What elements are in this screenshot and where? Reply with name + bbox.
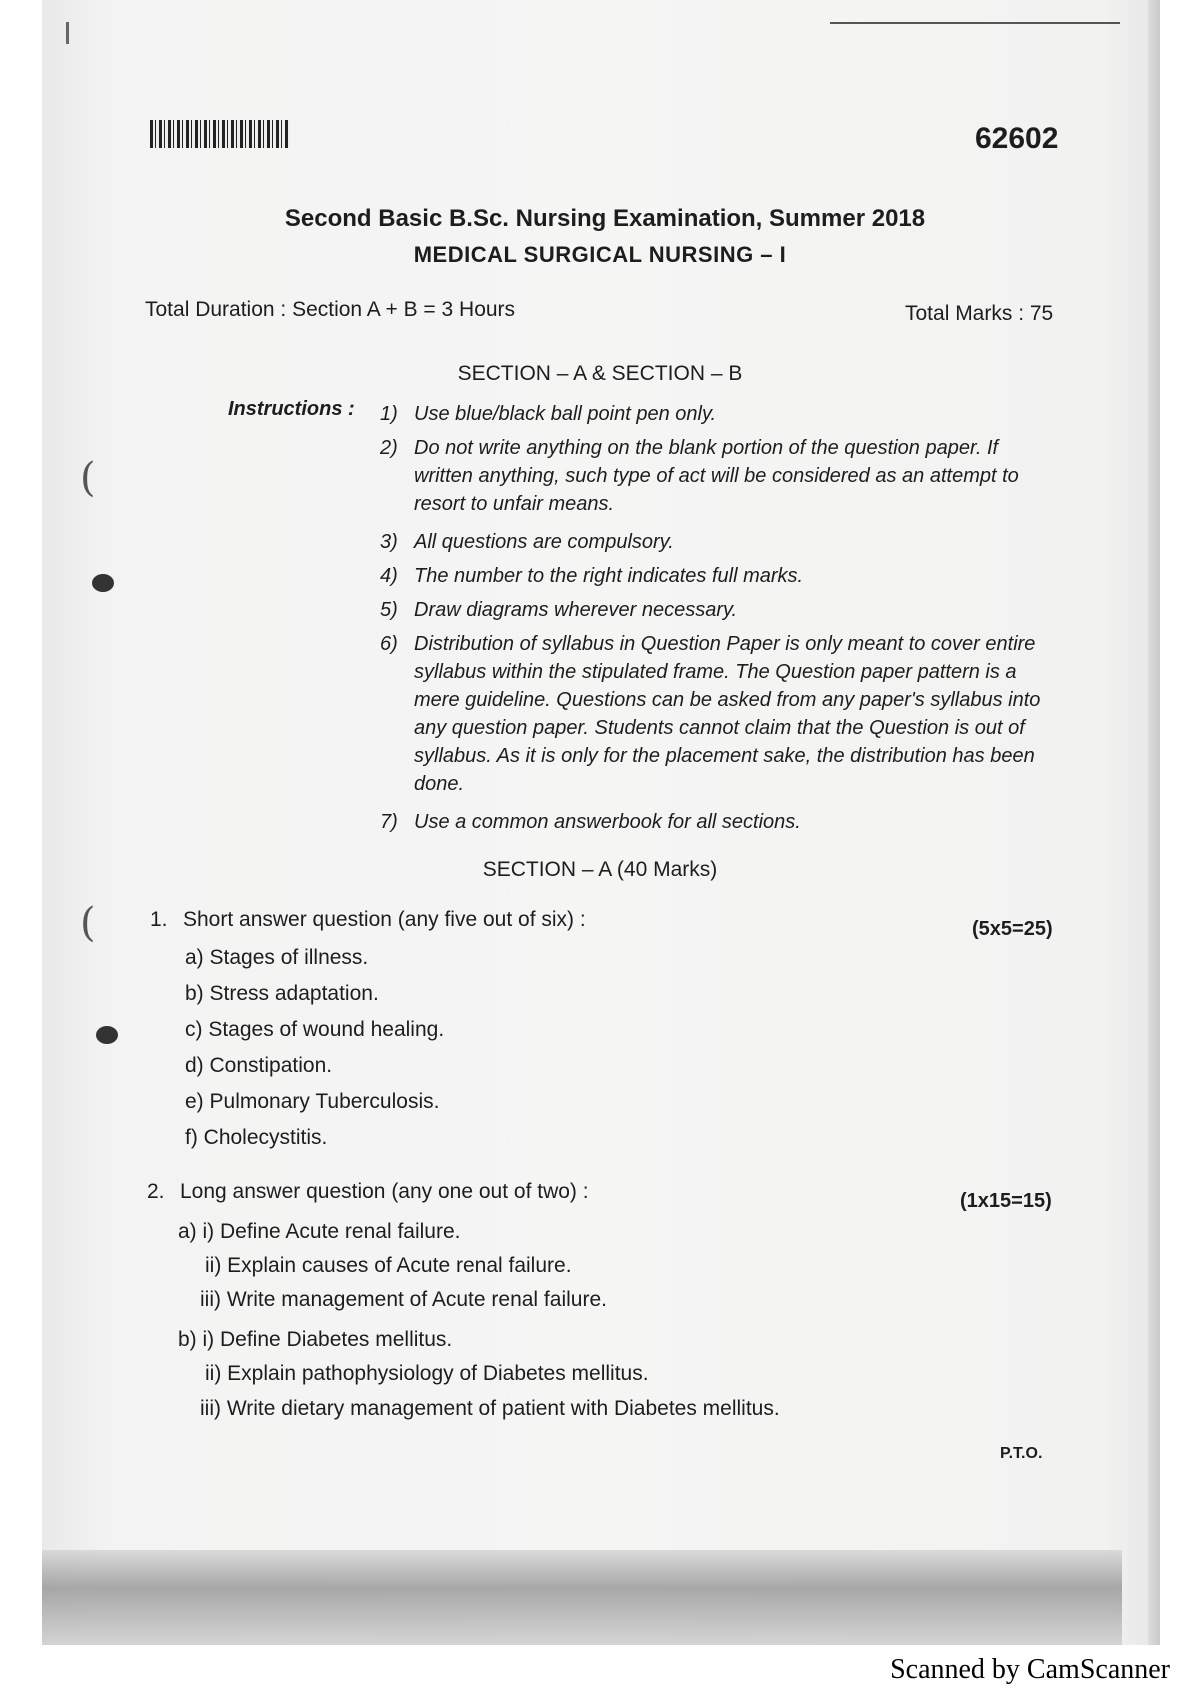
punch-hole-icon: [96, 1026, 118, 1044]
instruction-number: 6): [380, 633, 398, 655]
scan-mark: [66, 22, 69, 44]
top-rule: [830, 22, 1120, 24]
instruction-text: Draw diagrams wherever necessary.: [414, 599, 738, 621]
instruction-item: [380, 434, 1055, 518]
question-number: 2.: [147, 1180, 165, 1203]
list-item: f) Cholecystitis.: [185, 1126, 328, 1149]
instruction-text: All questions are compulsory.: [414, 531, 674, 553]
list-item: e) Pulmonary Tuberculosis.: [185, 1090, 440, 1113]
list-item: ii) Explain pathophysiology of Diabetes mellitus.: [205, 1362, 649, 1385]
instruction-number: 2): [380, 437, 398, 459]
question-number: 1.: [150, 908, 168, 931]
instruction-text: Use a common answerbook for all sections.: [414, 811, 801, 833]
question-2-text: Long answer question (any one out of two) :: [180, 1180, 589, 1203]
list-item: iii) Write management of Acute renal failure.: [200, 1288, 607, 1311]
list-item: d) Constipation.: [185, 1054, 333, 1077]
list-item: c) Stages of wound healing.: [185, 1018, 445, 1041]
total-duration: Total Duration : Section A + B = 3 Hours: [145, 298, 516, 321]
scanner-watermark: Scanned by CamScanner: [890, 1654, 1170, 1685]
instruction-item: [380, 596, 1055, 624]
instruction-item: [380, 562, 1055, 590]
instruction-number: 3): [380, 531, 398, 553]
list-item: a) Stages of illness.: [185, 946, 369, 969]
instruction-number: 7): [380, 811, 398, 833]
instruction-number: 4): [380, 565, 398, 587]
pto-label: P.T.O.: [1000, 1445, 1043, 1462]
question-1-marks: (5x5=25): [972, 918, 1053, 940]
subject-title: MEDICAL SURGICAL NURSING – I: [413, 242, 787, 267]
barcode: [150, 120, 290, 148]
total-marks: Total Marks : 75: [905, 302, 1054, 325]
scan-shadow-band: [42, 1550, 1122, 1645]
instruction-number: 5): [380, 599, 398, 621]
list-item: a) i) Define Acute renal failure.: [178, 1220, 461, 1243]
punch-hole-icon: [92, 574, 114, 592]
instruction-item: [380, 528, 1055, 556]
question-1-text: Short answer question (any five out of six) :: [183, 908, 586, 931]
instruction-text: Use blue/black ball point pen only.: [414, 403, 717, 425]
sections-heading: SECTION – A & SECTION – B: [457, 362, 743, 385]
instruction-item: [380, 400, 1055, 428]
question-2-marks: (1x15=15): [960, 1190, 1052, 1212]
exam-title: Second Basic B.Sc. Nursing Examination, Summer 2018: [284, 205, 926, 232]
list-item: b) Stress adaptation.: [185, 982, 379, 1005]
instruction-text: The number to the right indicates full marks.: [414, 565, 804, 587]
section-a-heading: SECTION – A (40 Marks): [482, 858, 718, 881]
instruction-item: [380, 630, 1055, 798]
instruction-text: Distribution of syllabus in Question Paper is only meant to cover entire syllabus within the stipulated frame. The Question paper pattern is a mere guideline. Questions can be asked from any paper's syllabus into any question paper. Students cannot claim that the Question is out of syllabus. As it is only for the placement sake, the distribution has been done.: [414, 633, 1041, 795]
instructions-label: Instructions :: [228, 398, 355, 420]
margin-bracket-icon: (: [80, 455, 96, 501]
list-item: b) i) Define Diabetes mellitus.: [178, 1328, 453, 1351]
paper-code: 62602: [975, 122, 1059, 155]
instruction-item: [380, 808, 1055, 836]
list-item: ii) Explain causes of Acute renal failure.: [205, 1254, 572, 1277]
margin-bracket-icon: (: [80, 900, 96, 946]
instruction-text: Do not write anything on the blank portion of the question paper. If written anything, such type of act will be considered as an attempt to resort to unfair means.: [414, 437, 1019, 515]
instruction-number: 1): [380, 403, 398, 425]
list-item: iii) Write dietary management of patient with Diabetes mellitus.: [200, 1397, 780, 1420]
